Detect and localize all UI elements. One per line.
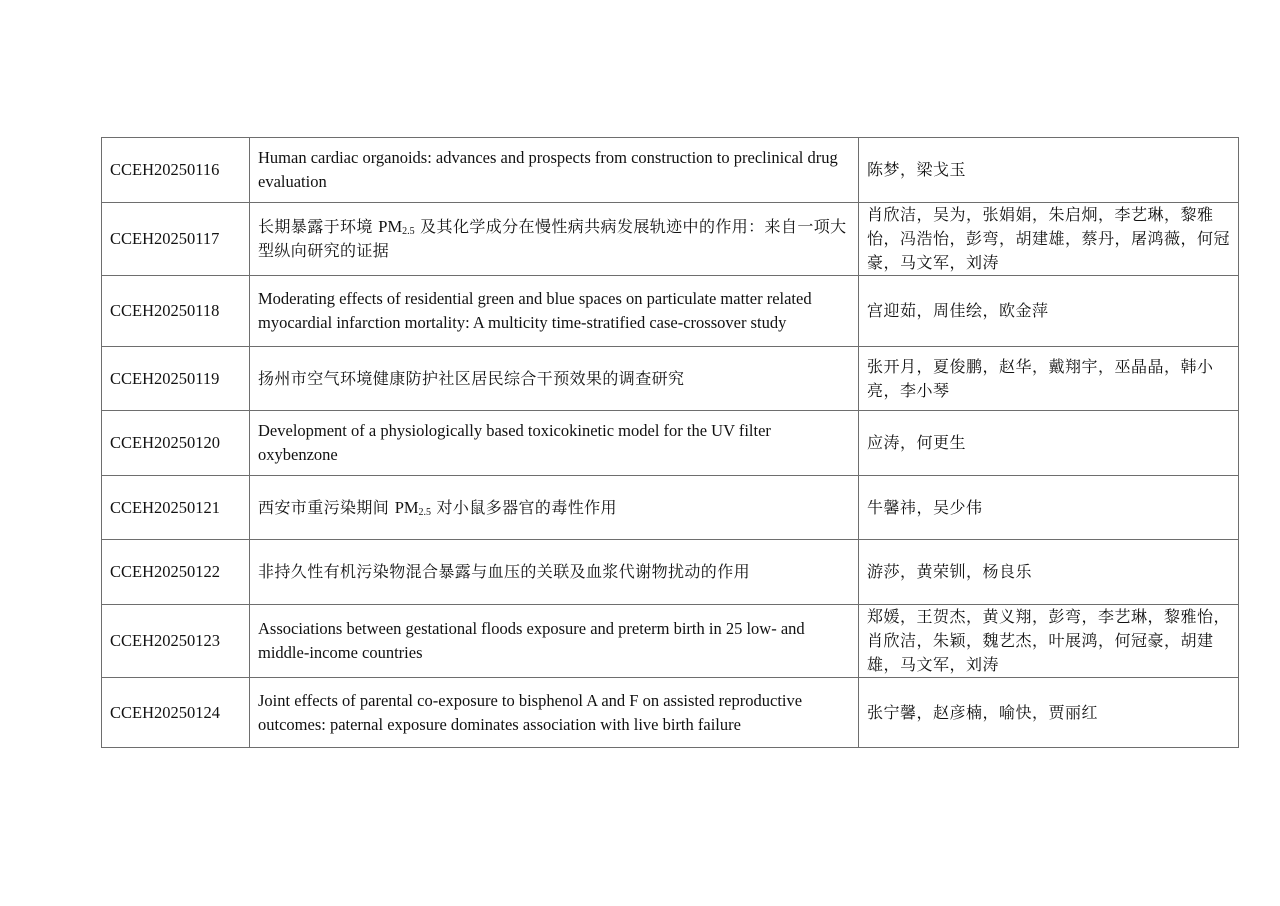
table-row (102, 138, 1239, 203)
paper-id-cell: CCEH20250117 (102, 203, 250, 276)
paper-authors-cell: 宫迎茹，周佳绘，欧金萍 (859, 276, 1239, 347)
paper-title-cell (250, 678, 859, 748)
table-row (102, 678, 1239, 748)
paper-id-cell: CCEH20250116 (102, 138, 250, 203)
paper-authors-cell: 游莎，黄荣钏，杨良乐 (859, 540, 1239, 605)
paper-id-cell: CCEH20250122 (102, 540, 250, 605)
paper-id-cell: CCEH20250123 (102, 605, 250, 678)
paper-authors-cell: 牛馨祎，吴少伟 (859, 476, 1239, 540)
title-text: 扬州市空气环境健康防护社区居民综合干预效果的调查研究 (258, 368, 685, 388)
title-text: Development of a physiologically based toxicokinetic model for the UV filter oxybenzone (258, 421, 771, 464)
paper-authors-cell: 肖欣洁，吴为，张娟娟，朱启炯，李艺琳，黎雅怡，冯浩怡，彭弯，胡建雄，蔡丹，屠鸿薇，何冠豪，马文军，刘涛 (859, 203, 1239, 276)
title-text: 西安市重污染期间 (258, 497, 395, 517)
table-row (102, 540, 1239, 605)
paper-title-cell (250, 605, 859, 678)
title-text: PM (378, 217, 403, 236)
paper-title-cell (250, 276, 859, 347)
paper-authors-cell: 应涛，何更生 (859, 411, 1239, 476)
paper-authors-cell: 张开月，夏俊鹏，赵华，戴翔宇，巫晶晶，韩小亮，李小琴 (859, 347, 1239, 411)
paper-id-cell: CCEH20250120 (102, 411, 250, 476)
paper-id-cell: CCEH20250124 (102, 678, 250, 748)
paper-title-cell (250, 476, 859, 540)
paper-id-cell: CCEH20250118 (102, 276, 250, 347)
title-text: 非持久性有机污染物混合暴露与血压的关联及血浆代谢物扰动的作用 (258, 562, 751, 581)
title-text: Joint effects of parental co-exposure to bisphenol A and F on assisted reproductive outcomes: paternal exposure dominates association with live birth failure (258, 690, 803, 734)
paper-title-cell (250, 203, 859, 276)
paper-title-cell (250, 411, 859, 476)
title-text: Human cardiac organoids: advances and prospects from construction to preclinical drug evaluation (258, 148, 838, 191)
paper-list-table (101, 137, 1239, 748)
paper-id-cell: CCEH20250121 (102, 476, 250, 540)
table-row (102, 203, 1239, 276)
title-text: Associations between gestational floods exposure and preterm birth in 25 low- and middle-income countries (258, 619, 805, 662)
table-row (102, 276, 1239, 347)
title-text: PM (394, 497, 419, 517)
title-subscript: 2.5 (418, 506, 432, 518)
paper-title-cell (250, 138, 859, 203)
title-text: 对小鼠多器官的毒性作用 (431, 497, 617, 517)
table-row (102, 476, 1239, 540)
paper-id-cell: CCEH20250119 (102, 347, 250, 411)
title-text: Moderating effects of residential green and blue spaces on particulate matter related myocardial infarction mortality: A multicity time-stratified case-crossover study (258, 289, 812, 332)
paper-title-cell (250, 540, 859, 605)
title-text: 及其化学成分在慢性病共病发展轨迹中的作用：来自一项大型纵向研究的证据 (258, 217, 847, 260)
table-row (102, 605, 1239, 678)
paper-title-cell (250, 347, 859, 411)
paper-authors-cell: 陈梦，梁戈玉 (859, 138, 1239, 203)
table-row (102, 411, 1239, 476)
title-subscript: 2.5 (402, 226, 415, 237)
paper-authors-cell: 郑媛，王贺杰，黄义翔，彭弯，李艺琳，黎雅怡，肖欣洁，朱颖，魏艺杰，叶展鸿，何冠豪，胡建雄，马文军，刘涛 (859, 605, 1239, 678)
paper-authors-cell: 张宁馨，赵彦楠，喻快，贾丽红 (859, 678, 1239, 748)
table-row (102, 347, 1239, 411)
title-text: 长期暴露于环境 (258, 217, 379, 236)
